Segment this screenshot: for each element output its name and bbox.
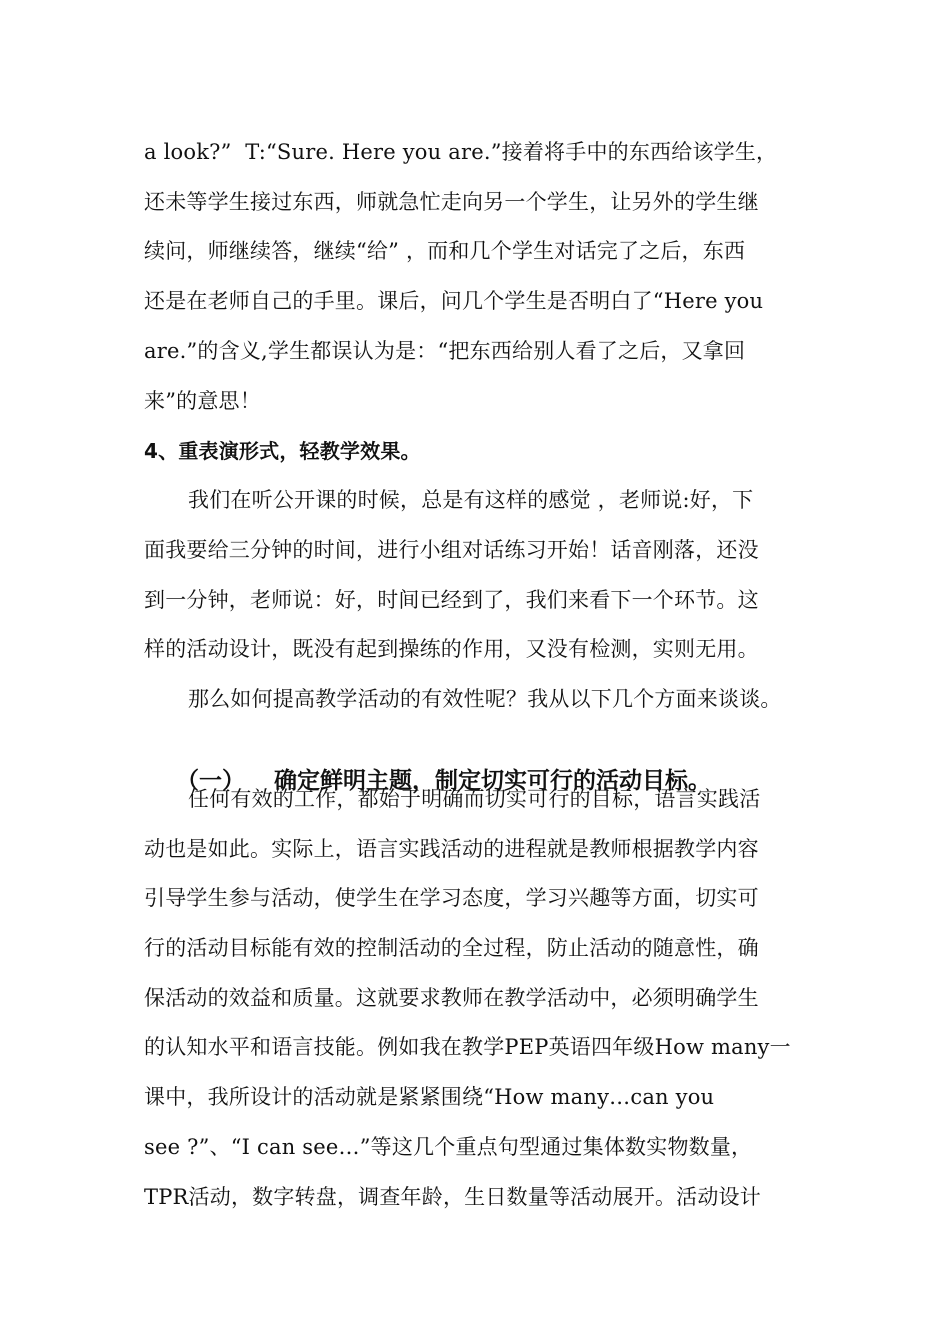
section-1-heading <box>144 733 711 829</box>
paragraph-4-line-5: 保活动的效益和质量。这就要求教师在教学活动中，必须明确学生 <box>144 986 759 1010</box>
section-1-number: （一） <box>176 768 246 794</box>
paragraph-4-line-6: 的认知水平和语言技能。例如我在教学PEP英语四年级How many一 <box>144 1035 791 1059</box>
paragraph-4-line-4: 行的活动目标能有效的控制活动的全过程，防止活动的随意性，确 <box>144 936 759 960</box>
paragraph-1-line-6: 来”的意思！ <box>144 389 261 413</box>
heading-4: 4、重表演形式，轻教学效果。 <box>144 439 421 463</box>
paragraph-4-line-8: see ?”、“I can see…”等这几个重点句型通过集体数实物数量， <box>144 1135 753 1159</box>
section-1-title: 确定鲜明主题，制定切实可行的活动目标。 <box>274 768 712 794</box>
paragraph-2-line-3: 到一分钟，老师说：好，时间已经到了，我们来看下一个环节。这 <box>144 588 759 612</box>
paragraph-4-line-3: 引导学生参与活动，使学生在学习态度，学习兴趣等方面，切实可 <box>144 886 759 910</box>
paragraph-4-line-7: 课中，我所设计的活动就是紧紧围绕“How many…can you <box>144 1085 715 1109</box>
paragraph-1-line-1: a look?” T:“Sure. Here you are.”接着将手中的东西给该学生， <box>144 140 778 164</box>
paragraph-2-line-1: 我们在听公开课的时候，总是有这样的感觉 ，老师说:好，下 <box>188 488 754 512</box>
paragraph-1-line-2: 还未等学生接过东西，师就急忙走向另一个学生，让另外的学生继 <box>144 190 759 214</box>
paragraph-1-line-4: 还是在老师自己的手里。课后，问几个学生是否明白了“Here you <box>144 289 764 313</box>
paragraph-3: 那么如何提高教学活动的有效性呢？我从以下几个方面来谈谈。 <box>188 687 782 711</box>
paragraph-4-line-1: 任何有效的工作，都始于明确而切实可行的目标，语言实践活 <box>188 787 761 811</box>
paragraph-4-line-9: TPR活动，数字转盘，调查年龄，生日数量等活动展开。活动设计 <box>144 1185 761 1209</box>
paragraph-1-line-5: are.”的含义,学生都误认为是：“把东西给别人看了之后，又拿回 <box>144 339 746 363</box>
paragraph-2-line-4: 样的活动设计，既没有起到操练的作用，又没有检测，实则无用。 <box>144 637 759 661</box>
paragraph-4-line-2: 动也是如此。实际上，语言实践活动的进程就是教师根据教学内容 <box>144 837 759 861</box>
paragraph-1-line-3: 续问，师继续答，继续“给” ，而和几个学生对话完了之后，东西 <box>144 239 746 263</box>
paragraph-2-line-2: 面我要给三分钟的时间，进行小组对话练习开始！话音刚落，还没 <box>144 538 759 562</box>
